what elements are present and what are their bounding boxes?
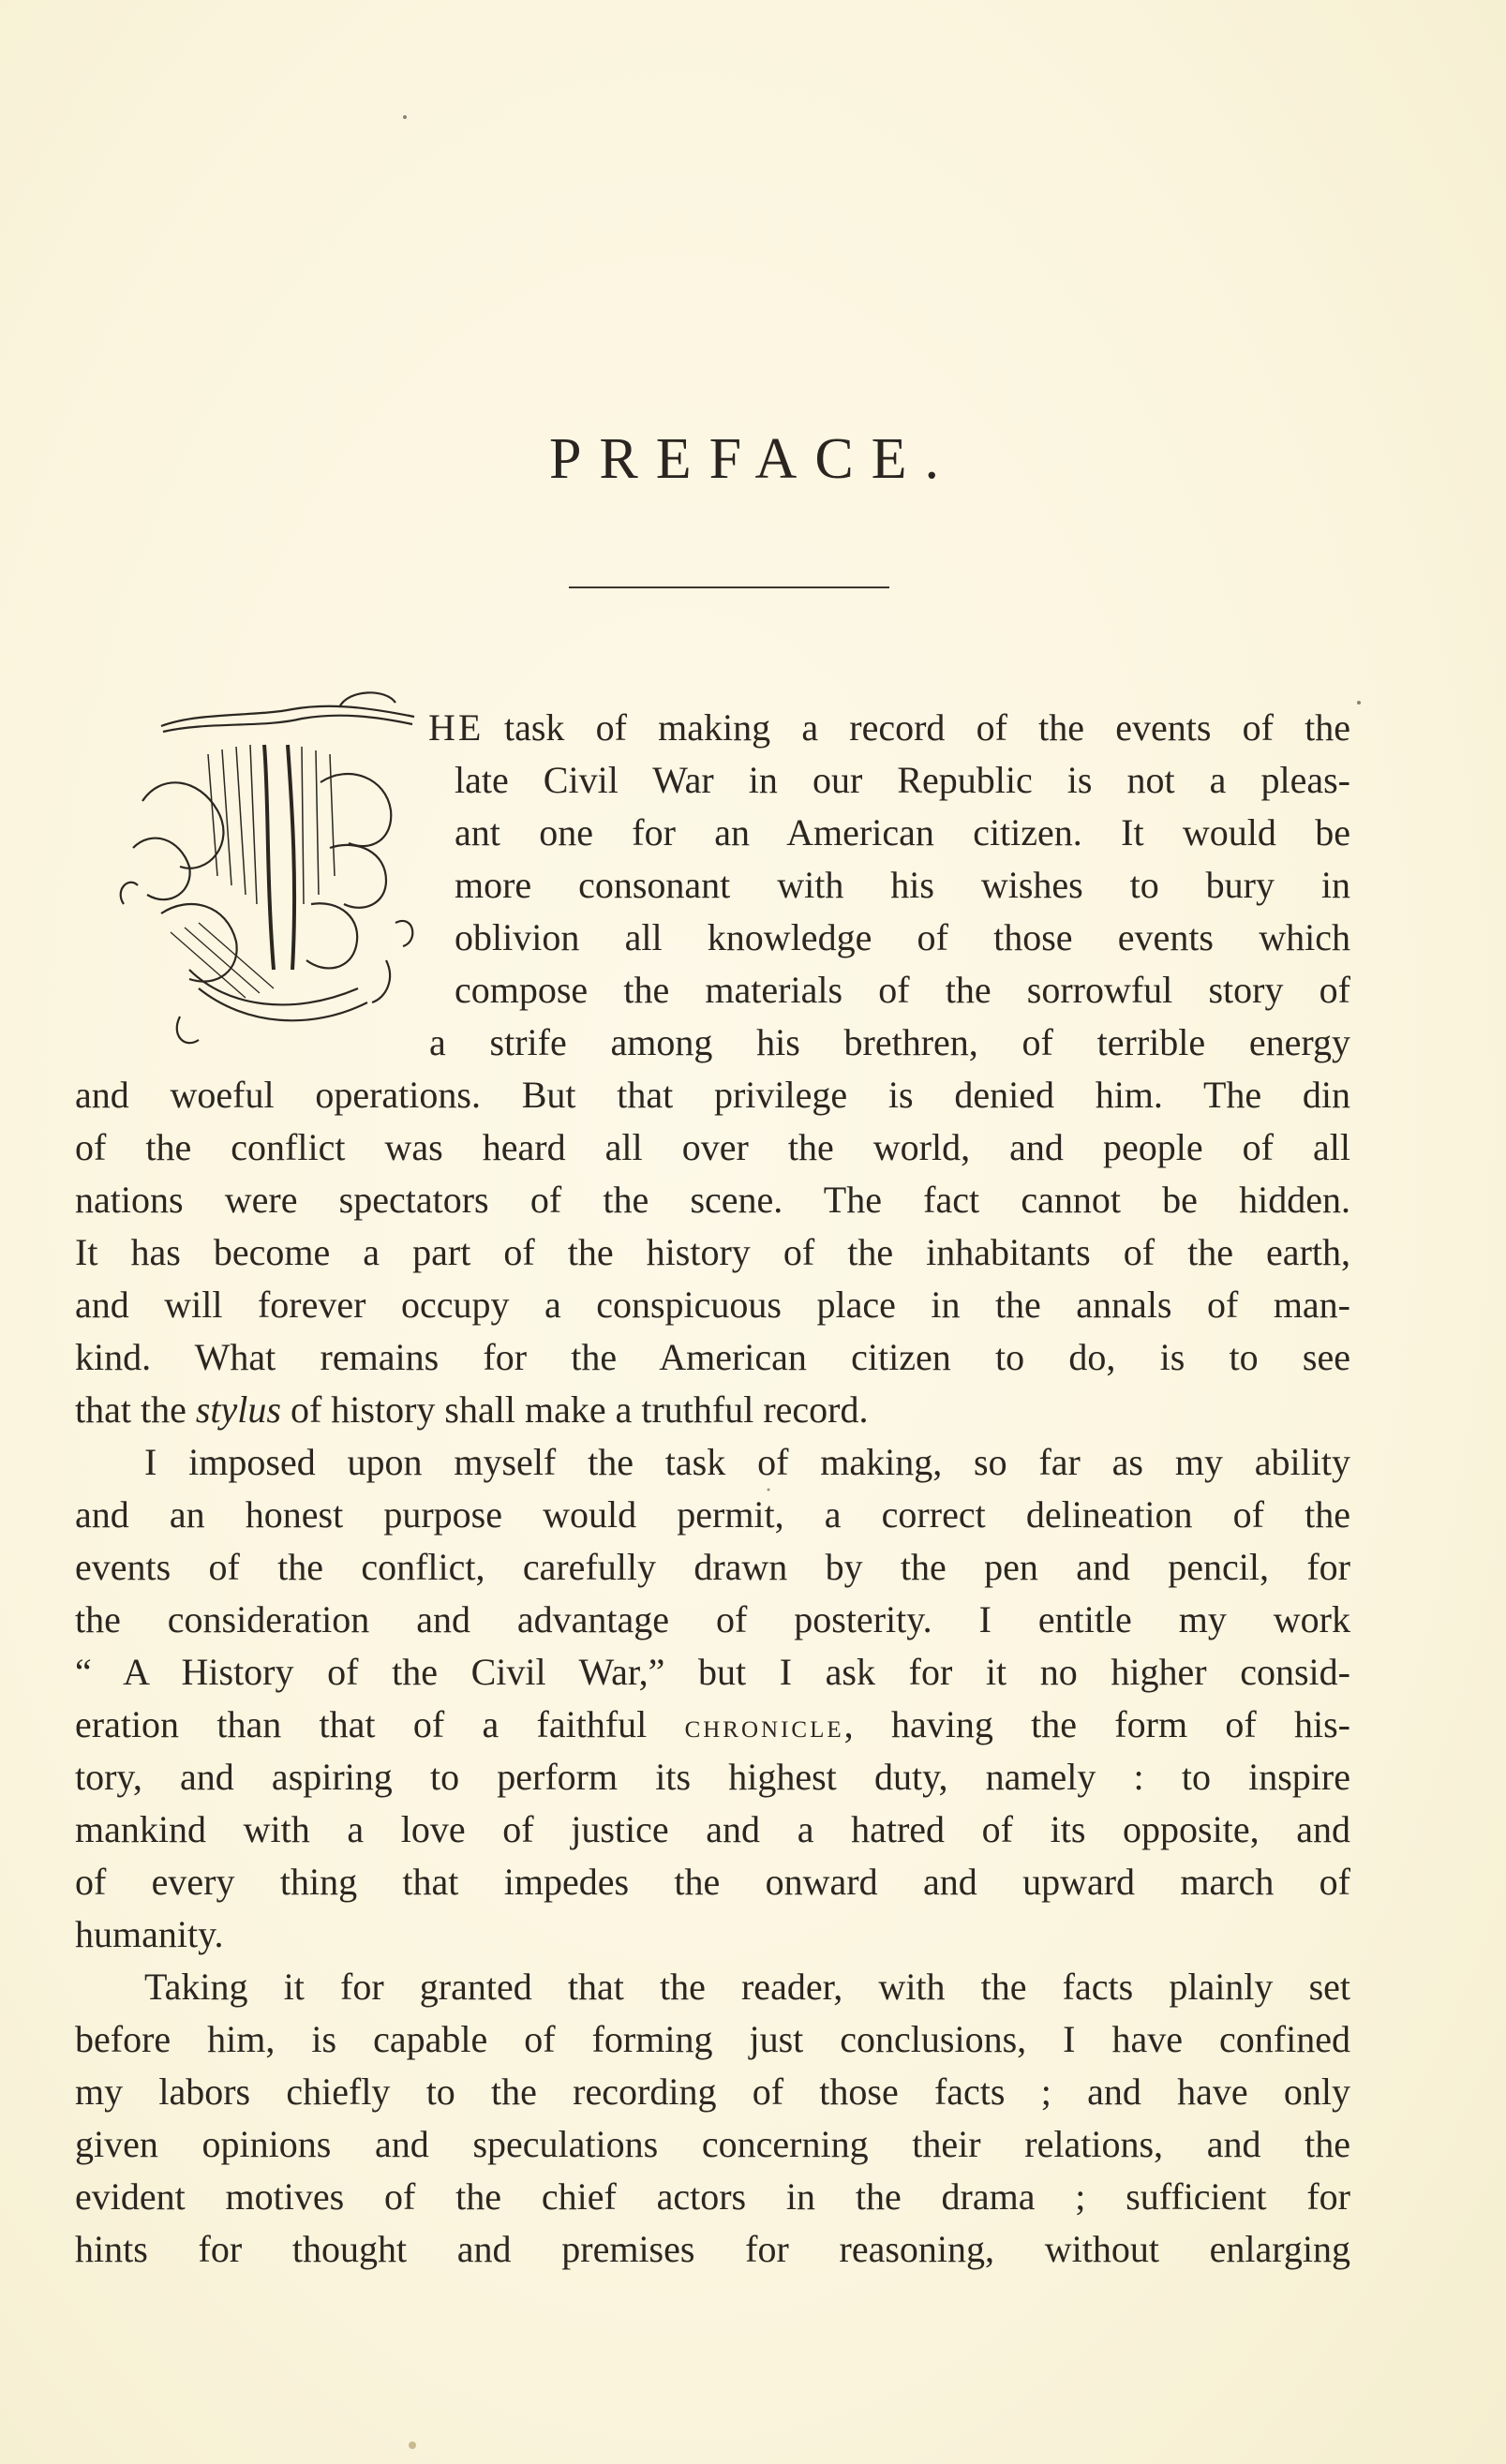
page-title: PREFACE. [548,427,958,491]
text-line: a strife among his brethren, of terrible energy [429,1021,1350,1063]
text-line: I imposed upon myself the task of making, so far as my ability [144,1441,1350,1483]
text-line: more consonant with his wishes to bury in [455,864,1350,906]
text-fragment: , having the form of his- [843,1703,1350,1745]
text-line: my labors chiefly to the recording of those facts ; and have only [75,2071,1350,2113]
text-line: Taking it for granted that the reader, with the facts plainly set [144,1966,1350,2008]
text-line: the consideration and advantage of posterity. I entitle my work [75,1598,1350,1640]
text-line: oblivion all knowledge of those events which [455,916,1350,958]
text-line: compose the materials of the sorrowful story of [455,969,1350,1011]
text-line-stylus [75,1388,869,1431]
text-fragment: of history shall make a truthful record. [280,1388,869,1431]
italic-word: stylus [195,1388,281,1431]
text-fragment: that the [75,1388,196,1431]
ornamental-initial-t-icon [105,689,424,1054]
text-line: task of making a record of the events of the [504,706,1350,749]
text-line: before him, is capable of forming just conclusions, I have confined [75,2018,1350,2060]
text-line: humanity. [75,1913,224,1955]
text-line-chronicle [75,1703,1350,1745]
text-line: and an honest purpose would permit, a correct delineation of the [75,1493,1350,1536]
text-line: given opinions and speculations concerning their relations, and the [75,2123,1350,2165]
text-line: mankind with a love of justice and a hatred of its opposite, and [75,1808,1350,1850]
text-line: events of the conflict, carefully drawn by the pen and pencil, for [75,1546,1350,1588]
dropcap-rest: HE [428,706,485,749]
text-line: ant one for an American citizen. It would be [455,811,1350,853]
text-line: It has become a part of the history of the inhabitants of the earth, [75,1231,1350,1273]
text-line: hints for thought and premises for reasoning, without enlarging [75,2228,1350,2270]
text-line: “ A History of the Civil War,” but I ask for it no higher consid- [75,1651,1350,1693]
text-line: and woeful operations. But that privilege is denied him. The din [75,1074,1350,1116]
text-line: of the conflict was heard all over the world, and people of all [75,1126,1350,1168]
text-line: late Civil War in our Republic is not a pleas- [455,759,1350,801]
text-line: evident motives of the chief actors in the drama ; sufficient for [75,2175,1350,2218]
text-line: and will forever occupy a conspicuous place in the annals of man- [75,1284,1350,1326]
text-fragment: eration than that of a faithful [75,1703,685,1745]
text-line: nations were spectators of the scene. The fact cannot be hidden. [75,1179,1350,1221]
title-rule [569,586,889,588]
text-line: tory, and aspiring to perform its highest duty, namely : to inspire [75,1756,1350,1798]
small-caps-word: chronicle [684,1707,844,1744]
text-line: kind. What remains for the American citizen to do, is to see [75,1336,1350,1378]
text-line: of every thing that impedes the onward and upward march of [75,1861,1350,1903]
